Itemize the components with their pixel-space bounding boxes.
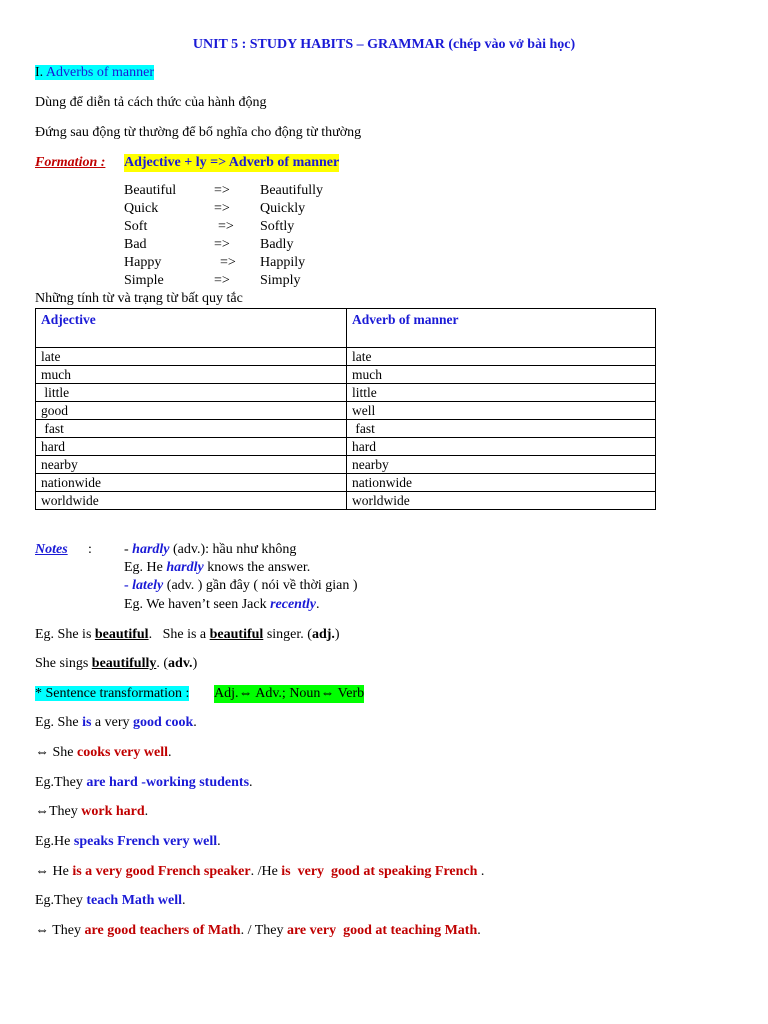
transform-example (35, 833, 221, 851)
adverb-item: Softly (260, 219, 295, 234)
text: . (477, 864, 485, 879)
transformation-label: * Sentence transformation : (35, 686, 190, 701)
table-cell: hard (36, 438, 347, 456)
text: . /He (250, 864, 282, 879)
transform-result (35, 744, 171, 762)
text: ) (334, 627, 340, 642)
example-text: Eg. He (124, 560, 167, 575)
text: . / They (240, 923, 287, 938)
table-cell: fast (36, 420, 347, 438)
section-number: I. (35, 65, 44, 80)
table-row (36, 384, 656, 402)
keyword: beautiful (94, 627, 149, 642)
adverb-item: Simply (260, 273, 301, 288)
text: . (144, 804, 149, 819)
adverb-item: Badly (260, 237, 294, 252)
formation-adjectives (124, 182, 176, 290)
arrow-text: => (218, 219, 234, 234)
note-word: lately (132, 578, 164, 593)
table-row (36, 438, 656, 456)
transform-result (35, 863, 484, 881)
table-cell: late (36, 348, 347, 366)
table-cell: fast (347, 420, 656, 438)
adjective-item: Bad (124, 237, 147, 252)
table-row (36, 420, 656, 438)
adjective-item: Quick (124, 201, 159, 216)
text: ) (192, 656, 198, 671)
irregular-table (35, 308, 656, 510)
table-cell: worldwide (347, 492, 656, 510)
keyword: work hard (81, 804, 145, 819)
formation-adverbs (260, 182, 323, 290)
transform-result (35, 803, 148, 821)
text: Eg.They (35, 775, 87, 790)
keyword: teach Math well (86, 893, 182, 908)
keyword: are hard -working students (86, 775, 250, 790)
transform-result (35, 922, 481, 940)
example-text: Eg. We haven’t seen Jack (124, 597, 271, 612)
keyword: are very good at teaching Math (286, 923, 478, 938)
note-meaning: (adv. ) gần đây ( nói về thời gian ) (163, 578, 358, 593)
notes-colon: : (88, 542, 92, 557)
column-header-adjective: Adjective (36, 309, 347, 348)
arrow-text: => (220, 255, 236, 270)
notes-label: Notes (35, 542, 68, 557)
table-cell: little (347, 384, 656, 402)
table-header-row (36, 309, 656, 348)
text: . (181, 893, 186, 908)
text: Eg.He (35, 834, 74, 849)
arrow-text: => (214, 237, 230, 252)
adjective-item: Happy (124, 255, 162, 270)
text: . (477, 923, 481, 938)
keyword: is (82, 715, 92, 730)
table-cell: good (36, 402, 347, 420)
keyword: speaks French very well (73, 834, 218, 849)
note-meaning: (adv.): hầu như không (169, 542, 297, 557)
formation-arrows (214, 182, 236, 290)
text: Eg.They (35, 893, 87, 908)
table-row (36, 348, 656, 366)
adverb-item: Happily (260, 255, 306, 270)
transformation-rule: Adj.⇔ Adv.; Noun⇔ Verb (214, 686, 365, 701)
keyword: cooks very well (77, 745, 168, 760)
notes-heading (35, 541, 68, 559)
table-cell: nationwide (36, 474, 347, 492)
table-cell: worldwide (36, 492, 347, 510)
example-line-adj (35, 626, 340, 644)
section-description-1: Dùng để diễn tả cách thức của hành động (35, 95, 267, 110)
adjective-item: Soft (124, 219, 148, 234)
table-cell: nationwide (347, 474, 656, 492)
text: . (193, 715, 197, 730)
example-word: hardly (166, 560, 204, 575)
text: . (249, 775, 253, 790)
table-cell: nearby (347, 456, 656, 474)
transform-example (35, 714, 197, 732)
table-row (36, 474, 656, 492)
table-cell: well (347, 402, 656, 420)
text: ⇔ They (35, 923, 85, 938)
keyword: are good teachers of Math (84, 923, 241, 938)
pos-tag: adv. (168, 656, 193, 671)
text: . She is a (148, 627, 210, 642)
arrow-text: => (214, 183, 230, 198)
dash: - (124, 578, 133, 593)
section-heading (35, 64, 154, 82)
example-text: knows the answer. (203, 560, 311, 575)
table-cell: much (36, 366, 347, 384)
adjective-item: Beautiful (124, 183, 177, 198)
example-line-adv (35, 655, 197, 673)
keyword: beautifully (91, 656, 157, 671)
text: ⇔ He (35, 864, 73, 879)
text: singer. ( (263, 627, 312, 642)
column-header-adverb: Adverb of manner (347, 309, 656, 348)
formation-label: Formation : (35, 155, 106, 170)
text: . ( (156, 656, 169, 671)
table-row (36, 402, 656, 420)
pos-tag: adj. (311, 627, 335, 642)
note-lately (124, 577, 358, 595)
transform-example (35, 892, 185, 910)
text: ⇔ She (35, 745, 77, 760)
table-cell: little (36, 384, 347, 402)
text: She sings (35, 656, 92, 671)
example-text: . (315, 597, 320, 612)
adverb-item: Beautifully (260, 183, 323, 198)
keyword: beautiful (209, 627, 264, 642)
note-example (124, 559, 310, 577)
table-cell: much (347, 366, 656, 384)
transformation-heading (35, 685, 189, 703)
irregular-caption: Những tính từ và trạng từ bất quy tắc (35, 291, 243, 306)
keyword: is very good at speaking French (281, 864, 478, 879)
keyword: good cook (133, 715, 194, 730)
dash: - (124, 542, 133, 557)
text: Eg. She is (35, 627, 95, 642)
table-row (36, 492, 656, 510)
table-row (36, 456, 656, 474)
formation-rule: Adjective + ly => Adverb of manner (124, 155, 340, 170)
table-cell: nearby (36, 456, 347, 474)
section-title: Adverbs of manner (45, 65, 154, 80)
section-description-2: Đứng sau động từ thường để bổ nghĩa cho động từ thường (35, 125, 362, 140)
adjective-item: Simple (124, 273, 164, 288)
keyword: is a very good French speaker (72, 864, 251, 879)
text: ⇔They (35, 804, 82, 819)
note-example (124, 596, 319, 614)
transform-example (35, 774, 253, 792)
table-cell: late (347, 348, 656, 366)
text: Eg. She (35, 715, 83, 730)
text: . (217, 834, 221, 849)
formation-line (35, 154, 105, 172)
table-row (36, 366, 656, 384)
adverb-item: Quickly (260, 201, 306, 216)
arrow-text: => (214, 201, 230, 216)
text: a very (91, 715, 133, 730)
note-word: hardly (132, 542, 170, 557)
table-cell: hard (347, 438, 656, 456)
page-title: UNIT 5 : STUDY HABITS – GRAMMAR (chép vào vở bài học) (192, 37, 576, 52)
note-hardly (124, 541, 296, 559)
arrow-text: => (214, 273, 230, 288)
text: . (167, 745, 172, 760)
example-word: recently (270, 597, 316, 612)
